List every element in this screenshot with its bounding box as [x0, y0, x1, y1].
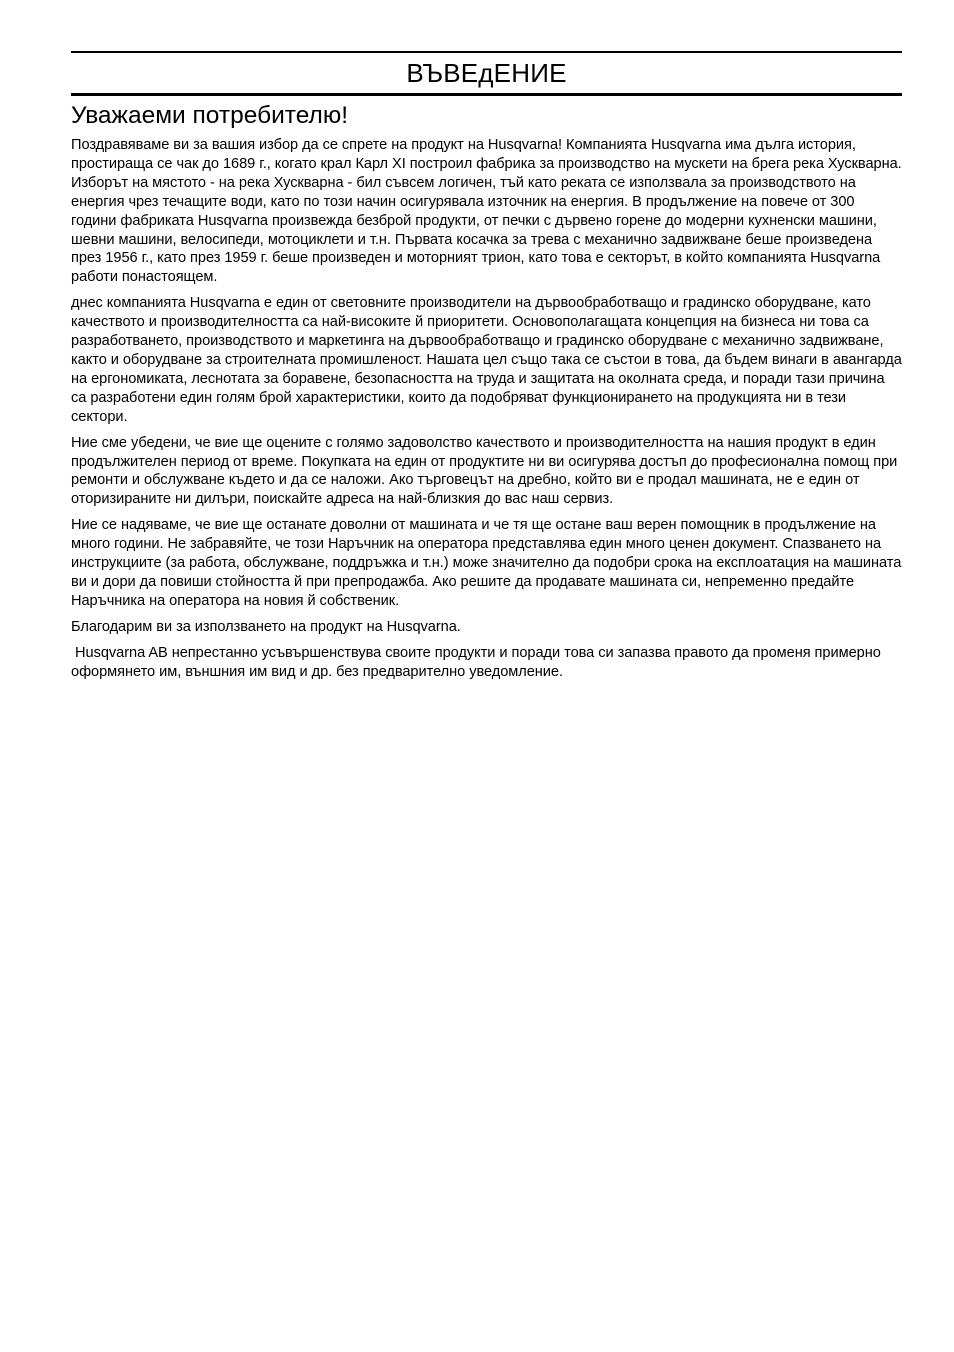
- paragraph-company-today: днес компанията Husqvarna е един от световните производители на дървообработващо и градинско оборудване, като качеството и производителността са най-високите й приоритети. Основополагащата концепция на бизнеса ни това са разработването, производството и маркетинга на дървообработващо и градинско оборудване с механично задвижване, както и оборудване за строителната промишленост. Нашата цел също така се състои в това, да бъдем винаги в авангарда на ергономиката, леснотата за боравене, безопасността на труда и защитата на околната среда, и поради тази причина са разработени един голям брой характеристики, които да подобряват функционирането на продукцията ни в тези сектори.: [71, 295, 902, 425]
- paragraph-service: Ние сме убедени, че вие ще оцените с голямо задоволство качеството и производителността на нашия продукт в един продължителен период от време. Покупката на един от продуктите ни ви осигурява достъп до професионална помощ при ремонти и обслужване където и да се наложи. Ако търговецът на дребно, който ви е продал машината, не е един от оторизираните ни дилъри, поискайте адреса на най-близкия до вас наш сервиз.: [71, 434, 898, 508]
- greeting-heading: Уважаеми потребителю!: [71, 102, 349, 129]
- paragraph-thanks: Благодарим ви за използването на продукт на Husqvarna.: [71, 618, 461, 635]
- document-page: [71, 51, 902, 688]
- paragraph-history: Поздравяваме ви за вашия избор да се спрете на продукт на Husqvarna! Компанията Husqvarna има дълга история, простираща се чак до 1689 г., когато крал Карл XI построил фабрика за производство на мускети на брега река Хускварна. Изборът на мястото - на река Хускварна - бил съвсем логичен, тъй като реката се използвала за производството на енергия чрез течащите води, като по този начин осигурявала източник на енергия. В продължение на повече от 300 години фабриката Husqvarna произвежда безброй продукти, от печки с дървено горене до модерни кухненски машини, шевни машини, велосипеди, мотоциклети и т.н. Първата косачка за трева с механично задвижване беше произведена през 1956 г., като през 1959 г. беше произведен и моторният трион, като това е секторът, в който компанията Husqvarna работи понастоящем.: [71, 137, 902, 286]
- section-title: ВЪВЕдЕНИЕ: [406, 58, 567, 88]
- paragraph-disclaimer: Husqvarna AB непрестанно усъвършенствува своите продукти и поради това си запазва правото да променя примерно оформянето им, външния им вид и др. без предварително уведомление.: [71, 644, 885, 680]
- paragraph-manual: Ние се надяваме, че вие ще останате доволни от машината и че тя ще остане ваш верен помощник в продължение на много години. Не забравяйте, че този Наръчник на оператора представлява един много ценен документ. Спазването на инструкциите (за работа, обслужване, поддръжка и т.н.) може значително да подобри срока на експлоатация на машината ви и дори да повиши стойността й при препродажба. Ако решите да продавате машината си, непременно предайте Наръчника на оператора на новия й собственик.: [71, 517, 902, 609]
- header-bottom-rule: [71, 93, 902, 96]
